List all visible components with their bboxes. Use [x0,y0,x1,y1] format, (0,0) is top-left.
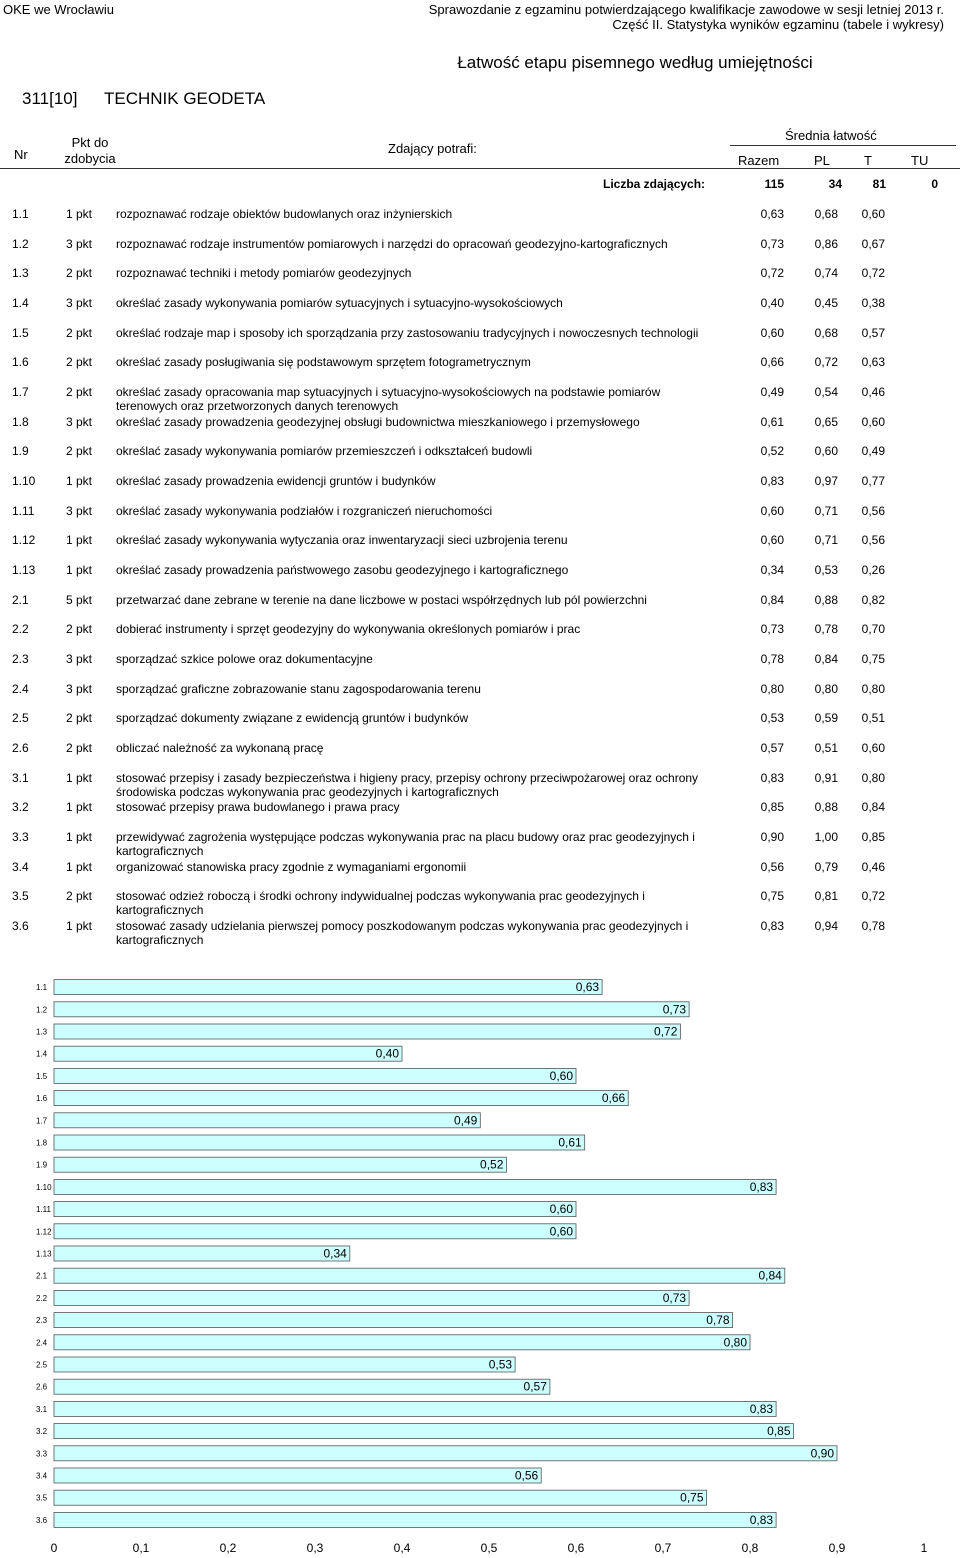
row-razem: 0,83 [760,919,784,934]
bar [54,1446,837,1461]
row-t: 0,56 [861,503,885,518]
bar [54,1290,689,1305]
row-nr: 2.4 [12,681,29,696]
col-pl-header: PL [814,153,830,168]
count-label: Liczba zdających: [603,177,706,191]
row-pl: 0,88 [814,800,838,815]
col-pkt-header [60,135,120,167]
row-pl: 0,68 [814,325,838,340]
row-nr: 1.6 [12,355,29,370]
row-points: 2 pkt [66,889,93,904]
x-tick-label: 0 [50,1541,58,1555]
category-label: 3.3 [36,1449,48,1459]
row-t: 0,60 [861,741,885,756]
row-skill: określać zasady wykonywania pomiarów przemieszczeń i odkształceń budowli [116,444,533,459]
bar [54,1379,550,1394]
row-nr: 1.4 [12,296,29,310]
row-skill: sporządzać graficzne zobrazowanie stanu zagospodarowania terenu [116,681,481,696]
col-razem-header: Razem [738,153,780,168]
bar [54,980,602,995]
row-nr: 1.11 [12,503,35,518]
row-t: 0,46 [861,859,885,874]
row-nr: 2.6 [12,741,29,756]
category-label: 1.11 [36,1205,51,1215]
easiness-bar-chart [0,960,960,1558]
category-label: 3.2 [36,1427,48,1437]
row-razem: 0,60 [760,325,784,340]
bar [54,1091,628,1106]
row-nr: 3.2 [12,800,29,815]
row-t: 0,60 [861,414,885,429]
row-skill: stosować zasady udzielania pierwszej pomocy poszkodowanym podczas wykonywania prac geodezyjnych i kartograficznych [116,919,689,948]
row-pl: 0,91 [814,770,838,785]
row-nr: 1.9 [12,444,29,459]
row-pl: 0,51 [814,741,838,756]
row-razem: 0,90 [760,830,784,845]
row-razem: 0,78 [760,652,784,667]
row-razem: 0,49 [760,385,784,400]
bar [54,1202,576,1217]
row-points: 2 pkt [66,711,93,726]
x-tick-label: 0,7 [654,1541,672,1555]
row-t: 0,80 [861,681,885,696]
row-skill: określać zasady opracowania map sytuacyjnych i sytuacyjno-wysokościowych na podstawie pomiarów terenowych oraz przetworzonych danych terenowych [116,385,661,414]
row-t: 0,63 [861,355,885,370]
category-label: 2.6 [36,1382,48,1392]
row-pl: 1,00 [814,830,838,845]
row-razem: 0,83 [760,474,784,489]
bar-value-label: 0,60 [549,1068,573,1083]
count-razem: 115 [764,177,784,191]
row-pl: 0,79 [814,859,838,874]
row-t: 0,85 [861,830,885,845]
x-tick-label: 0,3 [306,1541,324,1555]
row-pl: 0,84 [814,652,838,667]
row-t: 0,46 [861,385,885,400]
row-skill: rozpoznawać techniki i metody pomiarów geodezyjnych [116,266,412,281]
x-tick-label: 0,6 [567,1541,585,1555]
header-bottom-line [0,168,960,169]
row-pl: 0,71 [814,533,838,548]
bar-value-label: 0,49 [453,1113,478,1128]
row-razem: 0,80 [760,681,784,696]
row-pl: 0,71 [814,503,838,518]
category-label: 1.4 [36,1049,48,1059]
bar [54,1157,506,1172]
row-t: 0,84 [861,800,885,815]
row-points: 3 pkt [66,503,93,518]
bar [54,1224,576,1239]
row-razem: 0,60 [760,503,784,518]
row-skill: organizować stanowiska pracy zgodnie z wymaganiami ergonomii [116,859,467,874]
col-nr-header: Nr [14,147,28,162]
category-label: 2.4 [36,1338,48,1348]
row-razem: 0,40 [760,296,784,310]
row-nr: 1.10 [12,474,36,489]
category-label: 3.6 [36,1515,48,1525]
row-points: 3 pkt [66,296,93,310]
col-skill-header: Zdający potrafi: [388,141,477,156]
row-points: 3 pkt [66,652,93,667]
bar [54,1424,794,1439]
row-points: 1 pkt [66,859,93,874]
x-tick-label: 0,2 [219,1541,237,1555]
category-label: 2.2 [36,1293,48,1303]
row-razem: 0,60 [760,533,784,548]
row-razem: 0,72 [760,266,784,281]
row-t: 0,72 [861,889,885,904]
row-t: 0,72 [861,266,885,281]
row-nr: 3.5 [12,889,29,904]
row-razem: 0,52 [760,444,784,459]
count-t: 81 [872,177,886,191]
row-t: 0,60 [861,207,885,221]
row-points: 2 pkt [66,622,93,637]
row-nr: 1.12 [12,533,36,548]
row-razem: 0,57 [760,741,784,756]
bar [54,1068,576,1083]
qualification-name: TECHNIK GEODETA [104,89,266,108]
bar-value-label: 0,66 [601,1091,626,1106]
row-skill: przewidywać zagrożenia występujące podczas wykonywania prac na placu budowy oraz prac geodezyjnych i kartograficznych [116,830,695,859]
row-points: 1 pkt [66,533,93,548]
row-skill: określać zasady prowadzenia geodezyjnej obsługi budownictwa mieszkaniowego i przemysłowego [116,414,640,429]
row-nr: 1.2 [12,236,29,251]
row-razem: 0,83 [760,770,784,785]
bar-value-label: 0,75 [680,1490,704,1505]
row-pl: 0,78 [814,622,838,637]
x-tick-label: 1 [920,1541,928,1555]
row-skill: przetwarzać dane zebrane w terenie na dane liczbowe w postaci współrzędnych lub pól powierzchni [116,592,647,607]
row-razem: 0,85 [760,800,784,815]
x-tick-label: 0,1 [132,1541,150,1555]
header-right [429,2,944,32]
bar-value-label: 0,52 [480,1157,504,1172]
row-t: 0,82 [861,592,885,607]
row-pl: 0,80 [814,681,838,696]
row-skill: określać rodzaje map i sposoby ich sporządzania przy zastosowaniu tradycyjnych i nowoczesnych technologii [116,325,699,340]
row-points: 1 pkt [66,474,93,489]
bar-value-label: 0,63 [575,980,600,995]
row-points: 2 pkt [66,266,93,281]
bar-value-label: 0,57 [523,1379,547,1394]
category-label: 1.13 [36,1249,52,1259]
x-tick-label: 0,4 [393,1541,411,1555]
bar [54,1468,541,1483]
category-label: 1.9 [36,1160,48,1170]
row-t: 0,38 [861,296,885,310]
row-t: 0,77 [861,474,885,489]
bar [54,1135,585,1150]
bar [54,1024,680,1039]
x-tick-label: 0,8 [741,1541,759,1555]
bar-value-label: 0,61 [558,1135,582,1150]
row-t: 0,70 [861,622,885,637]
row-pl: 0,94 [814,919,838,934]
row-pl: 0,60 [814,444,838,459]
row-razem: 0,73 [760,622,784,637]
row-skill: dobierać instrumenty i sprzęt geodezyjny do wykonywania określonych pomiarów i prac [116,622,581,637]
bar [54,1335,750,1350]
x-tick-label: 0,9 [828,1541,846,1555]
col-tu-header: TU [911,153,929,168]
col-t-header: T [864,153,872,168]
row-points: 3 pkt [66,236,93,251]
bar [54,1357,515,1372]
row-pl: 0,88 [814,592,838,607]
row-skill: określać zasady prowadzenia państwowego zasobu geodezyjnego i kartograficznego [116,563,569,578]
row-skill: stosować odzież roboczą i środki ochrony indywidualnej podczas wykonywania prac geodezyjnych i kartograficznych [116,889,645,918]
row-razem: 0,56 [760,859,784,874]
page-title: Łatwość etapu pisemnego według umiejętności [457,53,813,72]
category-label: 2.1 [36,1271,48,1281]
row-pl: 0,72 [814,355,838,370]
header-divider [730,145,956,146]
row-razem: 0,53 [760,711,784,726]
row-pl: 0,68 [814,207,838,221]
bar-value-label: 0,60 [549,1202,573,1217]
category-label: 3.5 [36,1493,48,1503]
row-points: 2 pkt [66,385,93,400]
count-pl: 34 [828,177,842,191]
row-skill: określać zasady posługiwania się podstawowym sprzętem fotogrametrycznym [116,355,531,370]
row-points: 3 pkt [66,414,93,429]
bar-value-label: 0,83 [749,1401,774,1416]
row-skill: sporządzać szkice polowe oraz dokumentacyjne [116,652,373,667]
row-razem: 0,84 [760,592,784,607]
bar-value-label: 0,83 [749,1512,774,1527]
category-label: 3.1 [36,1404,48,1414]
bar-value-label: 0,40 [375,1046,399,1061]
qualification-code: 311[10] [22,89,78,108]
count-tu: 0 [931,177,938,191]
col-pkt-line2: zdobycia [64,151,116,166]
row-nr: 1.8 [12,414,29,429]
row-nr: 3.3 [12,830,29,845]
row-skill: określać zasady prowadzenia ewidencji gruntów i budynków [116,474,436,489]
row-nr: 1.1 [12,207,29,221]
row-skill: stosować przepisy prawa budowlanego i prawa pracy [116,800,400,815]
row-points: 2 pkt [66,444,93,459]
category-label: 1.12 [36,1227,52,1237]
row-points: 3 pkt [66,681,93,696]
row-t: 0,57 [861,325,885,340]
category-label: 1.3 [36,1027,48,1037]
row-pl: 0,74 [814,266,838,281]
row-t: 0,78 [861,919,885,934]
row-points: 1 pkt [66,770,93,785]
row-razem: 0,34 [760,563,784,578]
bar [54,1046,402,1061]
bar [54,1002,689,1017]
row-pl: 0,81 [814,889,838,904]
row-points: 2 pkt [66,741,93,756]
col-avg-header: Średnia łatwość [785,128,877,143]
bar-value-label: 0,90 [810,1446,834,1461]
row-points: 5 pkt [66,592,93,607]
row-skill: określać zasady wykonywania wytyczania oraz inwentaryzacji sieci uzbrojenia terenu [116,533,568,548]
bar [54,1401,776,1416]
bar [54,1512,776,1527]
header-right-line2: Część II. Statystyka wyników egzaminu (tabele i wykresy) [612,17,944,32]
row-nr: 3.6 [12,919,29,934]
row-nr: 1.7 [12,385,29,400]
row-pl: 0,45 [814,296,838,310]
row-nr: 1.3 [12,266,29,281]
col-pkt-line1: Pkt do [71,135,109,150]
bar [54,1313,733,1328]
category-label: 3.4 [36,1471,48,1481]
row-razem: 0,61 [760,414,784,429]
bar-value-label: 0,85 [767,1424,791,1439]
row-skill: rozpoznawać rodzaje obiektów budowlanych oraz inżynierskich [116,207,453,221]
row-points: 1 pkt [66,800,93,815]
row-skill: rozpoznawać rodzaje instrumentów pomiarowych i narzędzi do opracowań geodezyjno-kartograficznych [116,236,668,251]
row-skill: określać zasady wykonywania podziałów i rozgraniczeń nieruchomości [116,503,493,518]
row-t: 0,75 [861,652,885,667]
row-points: 1 pkt [66,563,93,578]
row-pl: 0,54 [814,385,838,400]
bar-value-label: 0,84 [758,1268,782,1283]
row-razem: 0,66 [760,355,784,370]
row-points: 2 pkt [66,355,93,370]
category-label: 1.2 [36,1005,48,1015]
category-label: 1.6 [36,1094,48,1104]
bar-value-label: 0,53 [488,1357,513,1372]
row-skill: obliczać należność za wykonaną pracę [116,741,324,756]
row-t: 0,26 [861,563,885,578]
category-label: 1.8 [36,1138,48,1148]
bar-value-label: 0,80 [723,1335,747,1350]
row-points: 1 pkt [66,207,93,221]
row-t: 0,56 [861,533,885,548]
row-pl: 0,86 [814,236,838,251]
bar-value-label: 0,83 [749,1179,774,1194]
category-label: 1.7 [36,1116,48,1126]
bar [54,1268,785,1283]
row-points: 1 pkt [66,919,93,934]
row-nr: 2.3 [12,652,29,667]
row-pl: 0,53 [814,563,838,578]
row-t: 0,49 [861,444,885,459]
bar-value-label: 0,60 [549,1224,573,1239]
row-t: 0,80 [861,770,885,785]
row-points: 2 pkt [66,325,93,340]
row-points: 1 pkt [66,830,93,845]
row-razem: 0,63 [760,207,784,221]
category-label: 2.3 [36,1316,48,1326]
row-pl: 0,97 [814,474,838,489]
bar-value-label: 0,73 [662,1002,687,1017]
x-tick-label: 0,5 [480,1541,498,1555]
bar [54,1179,776,1194]
row-nr: 2.1 [12,592,29,607]
row-skill: stosować przepisy i zasady bezpieczeństwa i higieny pracy, przepisy ochrony przeciwpożarowej oraz ochrony środowiska podczas wykonywania prac geodezyjnych i kartograficznych [116,770,699,799]
header-right-line1: Sprawozdanie z egzaminu potwierdzającego kwalifikacje zawodowe w sesji letniej 2013 r. [428,2,944,17]
bar-value-label: 0,34 [323,1246,347,1261]
category-label: 1.1 [36,983,48,993]
bar-value-label: 0,78 [706,1313,730,1328]
bar [54,1490,707,1505]
row-nr: 1.5 [12,325,29,340]
row-pl: 0,59 [814,711,838,726]
row-t: 0,51 [861,711,885,726]
bar [54,1113,480,1128]
row-skill: określać zasady wykonywania pomiarów sytuacyjnych i sytuacyjno-wysokościowych [116,296,563,310]
row-razem: 0,75 [760,889,784,904]
row-nr: 2.5 [12,711,29,726]
row-nr: 3.4 [12,859,29,874]
category-label: 1.10 [36,1182,52,1192]
category-label: 2.5 [36,1360,48,1370]
row-pl: 0,65 [814,414,838,429]
bar-value-label: 0,72 [654,1024,678,1039]
header-left: OKE we Wrocławiu [3,2,115,17]
category-label: 1.5 [36,1071,48,1081]
row-skill: sporządzać dokumenty związane z ewidencją gruntów i budynków [116,711,469,726]
row-nr: 1.13 [12,563,36,578]
bar [54,1246,350,1261]
bar-value-label: 0,56 [514,1468,539,1483]
row-nr: 2.2 [12,622,29,637]
row-razem: 0,73 [760,236,784,251]
row-t: 0,67 [861,236,885,251]
bar-value-label: 0,73 [662,1290,687,1305]
row-nr: 3.1 [12,770,29,785]
